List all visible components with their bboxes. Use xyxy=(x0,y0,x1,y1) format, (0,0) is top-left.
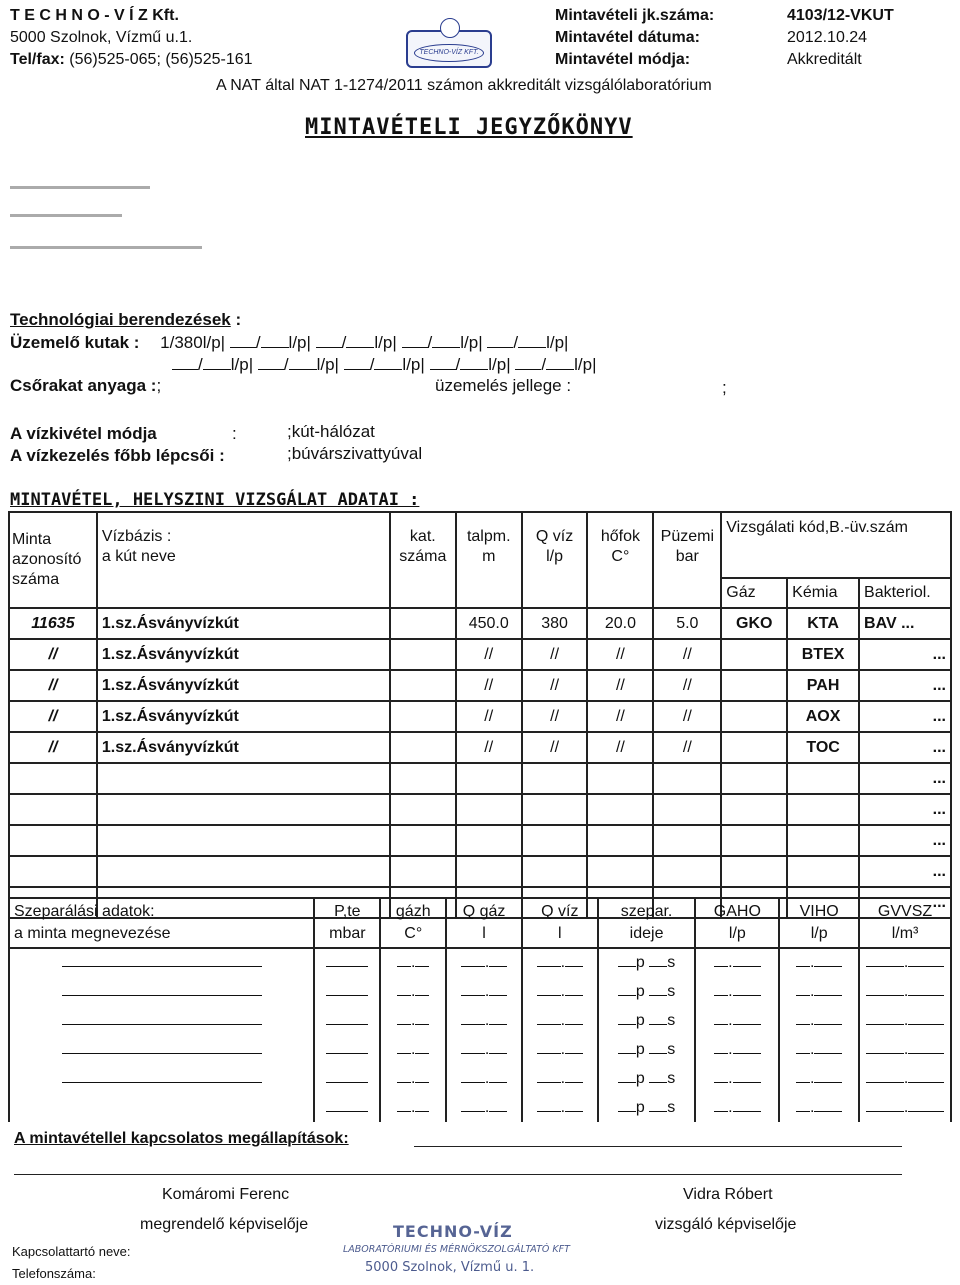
cell-qviz: // xyxy=(522,701,588,732)
pipe-label: Csőrakat anyaga : xyxy=(10,376,157,395)
jk-value: 4103/12-VKUT xyxy=(787,7,894,24)
findings-line xyxy=(414,1146,902,1147)
table-row xyxy=(9,856,951,887)
company-logo xyxy=(406,30,492,68)
cell-gazh: . xyxy=(380,1006,446,1035)
cell-pte xyxy=(314,1035,380,1064)
cell-gaz xyxy=(721,825,787,856)
tech-heading: Technológiai berendezések : xyxy=(10,310,242,329)
intake-value: ;kút-hálózat xyxy=(287,422,375,441)
header-sample-id: Minta azonosító száma xyxy=(9,512,97,608)
accreditation-text: A NAT által NAT 1-1274/2011 számon akkreditált vizsgálólaboratórium xyxy=(216,77,712,94)
first-well: 1/380l/p xyxy=(160,333,221,352)
cell-name xyxy=(97,856,390,887)
phone-label: Tel/fax: xyxy=(10,51,65,68)
cell-gaho: . xyxy=(695,1035,779,1064)
cell-talpm xyxy=(456,794,522,825)
cell-hofok: 20.0 xyxy=(587,608,653,639)
header-szepar: szepar. ideje xyxy=(598,898,696,948)
stamp-title: TECHNO-VÍZ xyxy=(393,1222,513,1241)
wells-row-2: / l/p| / l/p| / l/p| / l/p| / l/p| xyxy=(172,355,597,375)
cell-viho: . xyxy=(779,948,859,977)
cell-szepar: p s xyxy=(598,1006,696,1035)
header-kemia: Kémia xyxy=(787,578,859,608)
cell-puzemi xyxy=(653,763,721,794)
table-row xyxy=(9,794,951,825)
cell-name: 1.sz.Ásványvízkút xyxy=(97,639,390,670)
cell-qviz xyxy=(522,794,588,825)
header-viho: VIHO l/p xyxy=(779,898,859,948)
cell-name xyxy=(97,794,390,825)
cell-gaz xyxy=(721,701,787,732)
table-row xyxy=(9,670,951,701)
cell-name: 1.sz.Ásványvízkút xyxy=(97,701,390,732)
cell-sample-name xyxy=(9,1093,314,1122)
cell-gazh: . xyxy=(380,1035,446,1064)
cell-name: 1.sz.Ásványvízkút xyxy=(97,732,390,763)
cell-gaz: GKO xyxy=(721,608,787,639)
cell-qviz: // xyxy=(522,639,588,670)
cell-bakt: ... xyxy=(859,825,951,856)
cell-talpm: // xyxy=(456,701,522,732)
cell-szepar: p s xyxy=(598,977,696,1006)
cell-gvvsz: . xyxy=(859,1093,951,1122)
cell-kat xyxy=(390,794,456,825)
header-gazh: gázh C° xyxy=(380,898,446,948)
company-phone xyxy=(10,50,253,70)
separation-row xyxy=(9,1035,951,1064)
cell-gaz xyxy=(721,670,787,701)
cell-szepar: p s xyxy=(598,1064,696,1093)
separation-row xyxy=(9,948,951,977)
cell-id: 11635 xyxy=(9,608,97,639)
cell-qviz: . xyxy=(522,948,598,977)
table-row xyxy=(9,763,951,794)
cell-qviz: . xyxy=(522,1035,598,1064)
cell-id: // xyxy=(9,732,97,763)
header-bakt: Bakteriol. xyxy=(859,578,951,608)
stamp-subtitle: LABORATÓRIUMI ÉS MÉRNÖKSZOLGÁLTATÓ KFT xyxy=(343,1244,570,1255)
cell-kat xyxy=(390,856,456,887)
cell-kemia xyxy=(787,794,859,825)
cell-hofok xyxy=(587,856,653,887)
cell-kat xyxy=(390,670,456,701)
cell-hofok: // xyxy=(587,639,653,670)
cell-talpm xyxy=(456,825,522,856)
cell-qviz: // xyxy=(522,732,588,763)
redacted-line xyxy=(10,246,202,249)
cell-viho: . xyxy=(779,977,859,1006)
intake-label: A vízkivétel módja xyxy=(10,424,157,443)
separation-row xyxy=(9,1093,951,1122)
header-vizsg: Vizsgálati kód,B.-üv.szám xyxy=(721,512,951,578)
sampling-table xyxy=(8,511,952,919)
cell-kat xyxy=(390,825,456,856)
cell-puzemi: // xyxy=(653,639,721,670)
cell-sample-name xyxy=(9,977,314,1006)
table-row xyxy=(9,639,951,670)
cell-qviz: . xyxy=(522,1006,598,1035)
cell-kat xyxy=(390,639,456,670)
phone-value: (56)525-065; (56)525-161 xyxy=(69,51,253,68)
stamp-address: 5000 Szolnok, Vízmű u. 1. xyxy=(365,1260,535,1275)
cell-bakt: ... xyxy=(859,763,951,794)
cell-qviz xyxy=(522,763,588,794)
cell-pte xyxy=(314,977,380,1006)
drop-icon xyxy=(440,18,460,38)
cell-id xyxy=(9,763,97,794)
cell-id: // xyxy=(9,639,97,670)
cell-kemia: KTA xyxy=(787,608,859,639)
cell-gaz xyxy=(721,763,787,794)
cell-talpm: // xyxy=(456,639,522,670)
header-puzemi: Püzemi bar xyxy=(653,512,721,608)
cell-bakt: ... xyxy=(859,670,951,701)
table-row xyxy=(9,732,951,763)
cell-hofok xyxy=(587,825,653,856)
cell-gazh: . xyxy=(380,977,446,1006)
header-qgaz: Q gáz l xyxy=(446,898,522,948)
redacted-line xyxy=(10,186,150,189)
left-signer-role: megrendelő képviselője xyxy=(140,1216,309,1233)
cell-qgaz: . xyxy=(446,977,522,1006)
cell-bakt: ... xyxy=(859,887,951,918)
cell-qviz: . xyxy=(522,977,598,1006)
header-gvvsz: GVVSZ l/m³ xyxy=(859,898,951,948)
cell-hofok: // xyxy=(587,670,653,701)
separation-table xyxy=(8,897,952,1122)
header-qviz2: Q víz l xyxy=(522,898,598,948)
cell-gaz xyxy=(721,639,787,670)
cell-puzemi: 5.0 xyxy=(653,608,721,639)
cell-talpm: 450.0 xyxy=(456,608,522,639)
cell-qviz: // xyxy=(522,670,588,701)
cell-kemia xyxy=(787,856,859,887)
cell-gaz xyxy=(721,856,787,887)
cell-bakt: ... xyxy=(859,701,951,732)
mode-value: Akkreditált xyxy=(787,51,862,68)
cell-qgaz: . xyxy=(446,1035,522,1064)
contact-phone-label: Telefonszáma: xyxy=(12,1266,96,1281)
header-gaho: GAHO l/p xyxy=(695,898,779,948)
table-row xyxy=(9,608,951,639)
findings-heading: A mintavétellel kapcsolatos megállapítások: xyxy=(14,1130,349,1147)
cell-talpm: // xyxy=(456,732,522,763)
logo-text: TECHNO-VÍZ KFT. xyxy=(414,44,484,62)
wells-label: Üzemelő kutak : xyxy=(10,333,140,352)
cell-sample-name xyxy=(9,1035,314,1064)
header-qviz: Q víz l/p xyxy=(522,512,588,608)
company-address: 5000 Szolnok, Vízmű u.1. xyxy=(10,29,193,46)
cell-szepar: p s xyxy=(598,948,696,977)
cell-gvvsz: . xyxy=(859,1064,951,1093)
cell-puzemi xyxy=(653,825,721,856)
cell-gvvsz: . xyxy=(859,1006,951,1035)
cell-sample-name xyxy=(9,1064,314,1093)
section-heading: MINTAVÉTEL, HELYSZINI VIZSGÁLAT ADATAI : xyxy=(10,490,420,510)
cell-qviz: . xyxy=(522,1064,598,1093)
cell-gazh: . xyxy=(380,948,446,977)
cell-bakt: ... xyxy=(859,732,951,763)
cell-hofok: // xyxy=(587,732,653,763)
cell-gazh: . xyxy=(380,1064,446,1093)
cell-bakt: BAV ... xyxy=(859,608,951,639)
cell-pte xyxy=(314,1064,380,1093)
separation-row xyxy=(9,977,951,1006)
cell-gaho: . xyxy=(695,948,779,977)
cell-qviz xyxy=(522,825,588,856)
cell-name xyxy=(97,825,390,856)
pipe-value: ; xyxy=(156,376,162,395)
cell-id xyxy=(9,825,97,856)
cell-kemia: PAH xyxy=(787,670,859,701)
separation-row xyxy=(9,1006,951,1035)
cell-gvvsz: . xyxy=(859,977,951,1006)
cell-sample-name xyxy=(9,948,314,977)
cell-pte xyxy=(314,1006,380,1035)
findings-line xyxy=(14,1174,902,1175)
pipe-row xyxy=(10,376,161,396)
cell-gazh: . xyxy=(380,1093,446,1122)
cell-gaho: . xyxy=(695,1064,779,1093)
cell-puzemi: // xyxy=(653,732,721,763)
right-signer-name: Vidra Róbert xyxy=(683,1186,773,1203)
cell-qgaz: . xyxy=(446,1093,522,1122)
header-talpm: talpm. m xyxy=(456,512,522,608)
header-kat: kat. száma xyxy=(390,512,456,608)
contact-name-label: Kapcsolattartó neve: xyxy=(12,1244,131,1259)
cell-puzemi xyxy=(653,794,721,825)
cell-gvvsz: . xyxy=(859,948,951,977)
cell-qviz xyxy=(522,856,588,887)
separation-row xyxy=(9,1064,951,1093)
cell-id xyxy=(9,856,97,887)
left-signer-name: Komáromi Ferenc xyxy=(162,1186,290,1203)
operation-value: ; xyxy=(722,378,727,397)
cell-qgaz: . xyxy=(446,948,522,977)
cell-hofok: // xyxy=(587,701,653,732)
table-row xyxy=(9,825,951,856)
cell-kat xyxy=(390,732,456,763)
cell-kemia xyxy=(787,825,859,856)
wells-row-1: Üzemelő kutak : 1/380l/p| / l/p| / l/p| / l/p| / l/p| xyxy=(10,333,569,352)
cell-viho: . xyxy=(779,1064,859,1093)
header-sep-name: Szeparálási adatok: a minta megnevezése xyxy=(9,898,314,948)
cell-bakt: ... xyxy=(859,856,951,887)
jk-label: Mintavételi jk.száma: xyxy=(555,7,715,24)
cell-id xyxy=(9,794,97,825)
cell-viho: . xyxy=(779,1006,859,1035)
cell-hofok xyxy=(587,763,653,794)
cell-kemia xyxy=(787,763,859,794)
header-gaz: Gáz xyxy=(721,578,787,608)
cell-szepar: p s xyxy=(598,1035,696,1064)
date-label: Mintavétel dátuma: xyxy=(555,29,700,46)
cell-puzemi: // xyxy=(653,670,721,701)
cell-qgaz: . xyxy=(446,1064,522,1093)
cell-bakt: ... xyxy=(859,639,951,670)
cell-gaho: . xyxy=(695,1093,779,1122)
treatment-value: ;búvárszivattyúval xyxy=(287,444,423,463)
cell-talpm: // xyxy=(456,670,522,701)
cell-sample-name xyxy=(9,1006,314,1035)
cell-pte xyxy=(314,1093,380,1122)
cell-pte xyxy=(314,948,380,977)
cell-bakt: ... xyxy=(859,794,951,825)
cell-id: // xyxy=(9,670,97,701)
cell-kat xyxy=(390,701,456,732)
cell-viho: . xyxy=(779,1093,859,1122)
header-pte: P,te mbar xyxy=(314,898,380,948)
right-signer-role: vizsgáló képviselője xyxy=(655,1216,797,1233)
cell-id: // xyxy=(9,701,97,732)
cell-qviz: 380 xyxy=(522,608,588,639)
cell-name xyxy=(97,763,390,794)
page-title: MINTAVÉTELI JEGYZŐKÖNYV xyxy=(305,115,633,140)
company-name: T E C H N O - V Í Z Kft. xyxy=(10,7,179,24)
cell-puzemi: // xyxy=(653,701,721,732)
cell-hofok xyxy=(587,794,653,825)
cell-puzemi xyxy=(653,856,721,887)
cell-name: 1.sz.Ásványvízkút xyxy=(97,608,390,639)
cell-kemia: TOC xyxy=(787,732,859,763)
treatment-label: A vízkezelés főbb lépcsői : xyxy=(10,446,225,465)
cell-gaz xyxy=(721,794,787,825)
operation-label: üzemelés jellege : xyxy=(435,376,572,395)
mode-label: Mintavétel módja: xyxy=(555,51,691,68)
header-well-name: Vízbázis : a kút neve xyxy=(97,512,390,608)
cell-talpm xyxy=(456,856,522,887)
header-hofok: hőfok C° xyxy=(587,512,653,608)
cell-qgaz: . xyxy=(446,1006,522,1035)
table-row xyxy=(9,701,951,732)
cell-name: 1.sz.Ásványvízkút xyxy=(97,670,390,701)
cell-gvvsz: . xyxy=(859,1035,951,1064)
cell-talpm xyxy=(456,763,522,794)
redacted-line xyxy=(10,214,122,217)
cell-kemia: AOX xyxy=(787,701,859,732)
cell-qviz: . xyxy=(522,1093,598,1122)
cell-kat xyxy=(390,763,456,794)
cell-gaho: . xyxy=(695,1006,779,1035)
date-value: 2012.10.24 xyxy=(787,29,868,46)
cell-kat xyxy=(390,608,456,639)
cell-gaz xyxy=(721,732,787,763)
cell-kemia: BTEX xyxy=(787,639,859,670)
cell-viho: . xyxy=(779,1035,859,1064)
cell-szepar: p s xyxy=(598,1093,696,1122)
cell-gaho: . xyxy=(695,977,779,1006)
